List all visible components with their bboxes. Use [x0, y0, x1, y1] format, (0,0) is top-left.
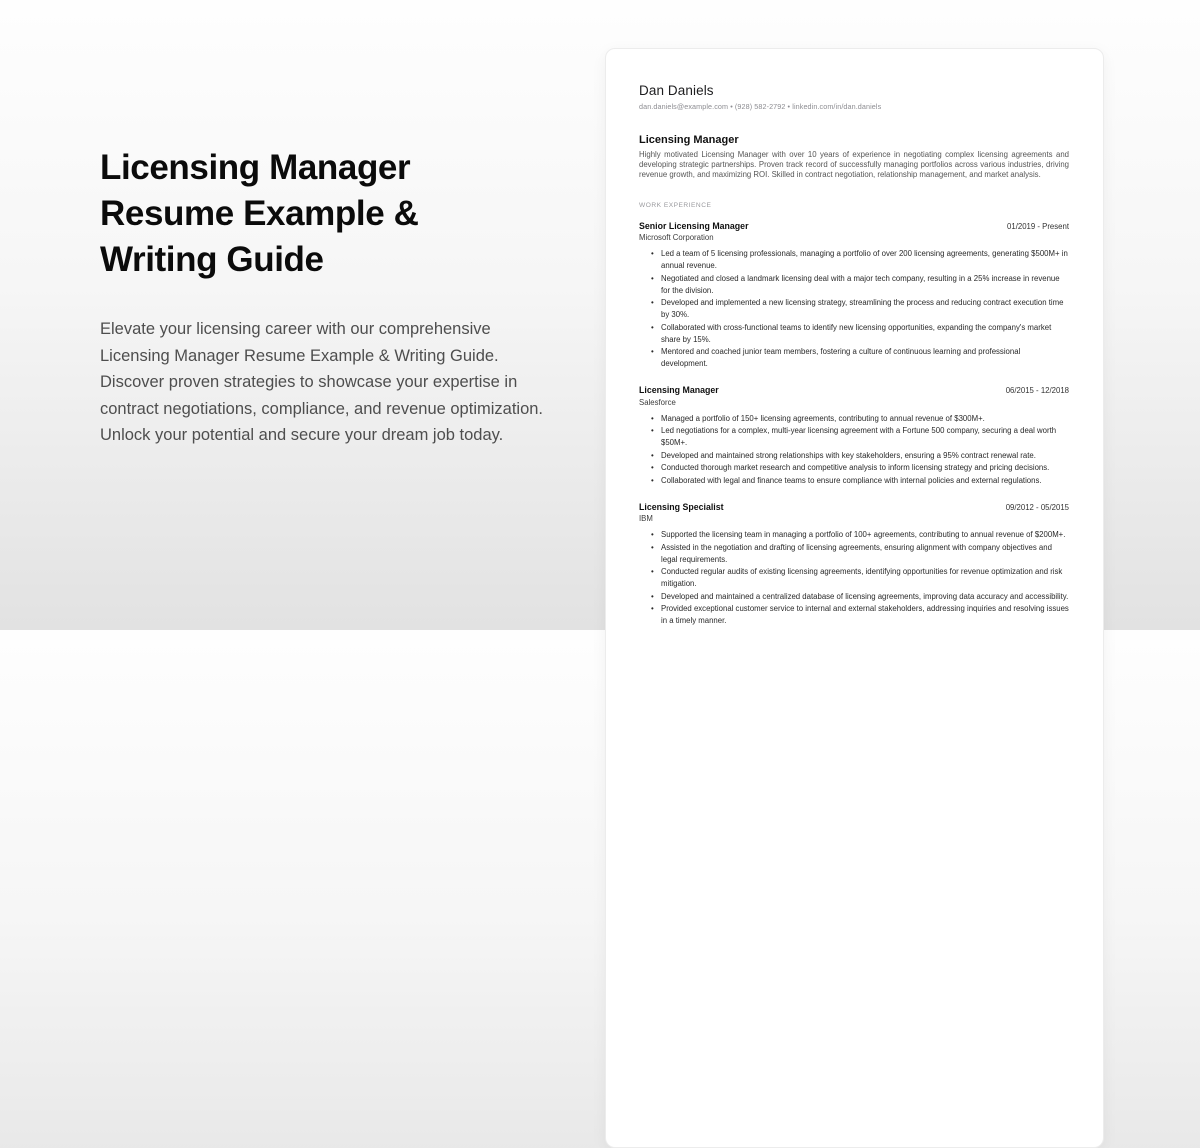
bullet-item: • Developed and maintained strong relationships with key stakeholders, ensuring a 95% contract renewal rate. — [639, 450, 1069, 462]
contact-info: dan.daniels@example.com • (928) 582-2792 • linkedin.com/in/dan.daniels — [639, 102, 882, 111]
candidate-name: Dan Daniels — [639, 83, 714, 98]
hero-section — [100, 145, 570, 449]
job-dates: 06/2015 - 12/2018 — [1005, 386, 1069, 396]
job-title: Licensing Manager — [639, 385, 719, 396]
bullet-item: • Conducted thorough market research and competitive analysis to inform licensing strategy and pricing decisions. — [639, 462, 1069, 474]
job-header — [639, 385, 1069, 395]
hero-description: Elevate your licensing career with our comprehensive Licensing Manager Resume Example & Writing Guide. Discover proven strategies to showcase your expertise in contract negotiations, compliance, and revenue optimization. Unlock your potential and secure your dream job today. — [100, 320, 544, 444]
bullet-item: • Supported the licensing team in managing a portfolio of 100+ agreements, contributing to annual revenue of $200M+. — [639, 529, 1069, 541]
resume-headline: Licensing Manager — [639, 134, 739, 146]
job-bullets — [639, 529, 1069, 627]
bullet-item: • Mentored and coached junior team members, fostering a culture of continuous learning and professional development. — [639, 346, 1069, 370]
job-bullets — [639, 413, 1069, 487]
bullet-item: • Negotiated and closed a landmark licensing deal with a major tech company, resulting in a 25% increase in revenue for the division. — [639, 273, 1069, 297]
job-company: Salesforce — [639, 397, 676, 407]
bullet-item: • Developed and implemented a new licensing strategy, streamlining the process and reducing contract execution time by 30%. — [639, 297, 1069, 321]
job-header — [639, 502, 1069, 512]
job-entry — [639, 502, 1069, 628]
job-title: Senior Licensing Manager — [639, 220, 749, 231]
job-dates: 01/2019 - Present — [1007, 221, 1069, 231]
bullet-item: • Provided exceptional customer service to internal and external stakeholders, addressing inquiries and resolving issues in a timely manner. — [639, 603, 1069, 627]
bullet-item: • Collaborated with legal and finance teams to ensure compliance with internal policies and external regulations. — [639, 475, 1069, 487]
page-title-line: Resume Example & — [100, 194, 419, 233]
bullet-item: • Led negotiations for a complex, multi-year licensing agreement with a Fortune 500 company, securing a deal worth $50M+. — [639, 425, 1069, 449]
bullet-item: • Developed and maintained a centralized database of licensing agreements, improving data accuracy and accessibility. — [639, 591, 1069, 603]
job-header — [639, 221, 1069, 231]
bullet-item: • Managed a portfolio of 150+ licensing agreements, contributing to annual revenue of $300M+. — [639, 413, 1069, 425]
job-entry — [639, 385, 1069, 487]
bullet-item: • Assisted in the negotiation and drafting of licensing agreements, ensuring alignment with company objectives and legal requirements. — [639, 542, 1069, 566]
job-company: IBM — [639, 514, 653, 524]
resume-summary: Highly motivated Licensing Manager with over 10 years of experience in negotiating complex licensing agreements and developing strategic partnerships. Proven track record of successfully managing portfolios across various industries, driving revenue growth, and maximizing ROI. Skilled in contract negotiation, relationship management, and market analysis. — [639, 150, 1069, 180]
job-dates: 09/2012 - 05/2015 — [1005, 502, 1069, 512]
job-title: Licensing Specialist — [639, 501, 724, 512]
resume-header — [639, 83, 1069, 111]
bullet-item: • Collaborated with cross-functional teams to identify new licensing opportunities, expanding the company's market share by 15%. — [639, 322, 1069, 346]
bullet-item: • Led a team of 5 licensing professionals, managing a portfolio of over 200 licensing agreements, generating $500M+ in annual revenue. — [639, 248, 1069, 272]
job-entry — [639, 221, 1069, 371]
job-bullets — [639, 248, 1069, 370]
job-company: Microsoft Corporation — [639, 233, 714, 243]
work-experience-label: WORK EXPERIENCE — [639, 201, 712, 209]
resume-card — [605, 48, 1104, 1148]
bullet-item: • Conducted regular audits of existing licensing agreements, identifying opportunities for revenue optimization and risk mitigation. — [639, 566, 1069, 590]
page-title-line: Writing Guide — [100, 240, 324, 279]
page-title — [100, 145, 570, 283]
page-title-line: Licensing Manager — [100, 148, 411, 187]
